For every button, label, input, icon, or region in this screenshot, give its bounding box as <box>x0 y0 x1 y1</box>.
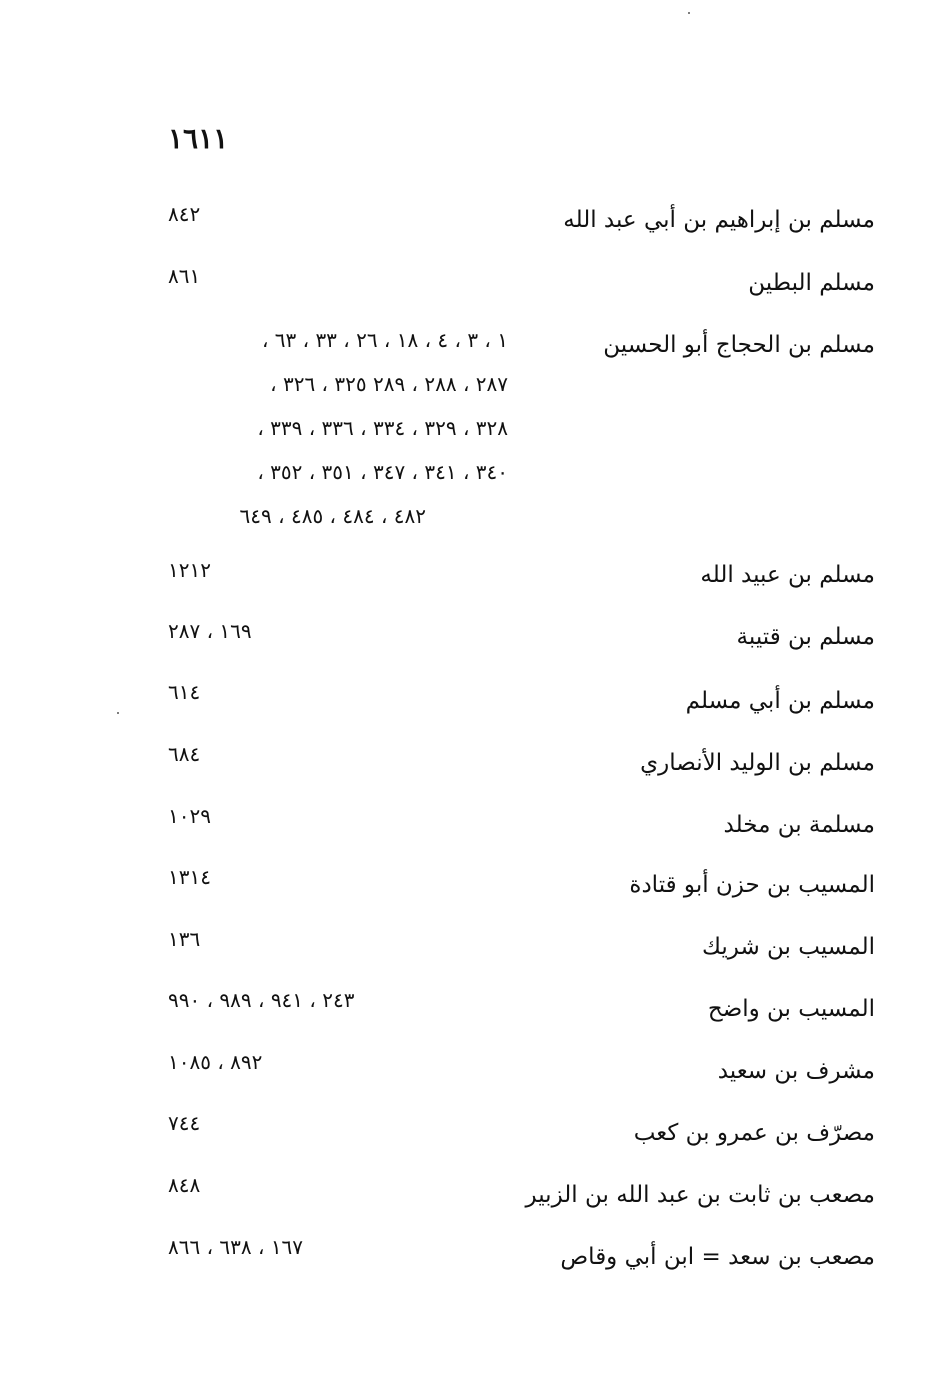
index-entry-pages <box>168 1225 303 1269</box>
index-entry-pages <box>168 609 252 653</box>
page-reference-line: ٢٤٣ ، ٩٤١ ، ٩٨٩ ، ٩٩٠ <box>168 988 355 1012</box>
page-reference-line: ٨٦١ <box>168 264 201 288</box>
index-entry-name: مسلم بن أبي مسلم <box>685 688 875 714</box>
index-entry-pages <box>168 978 354 1022</box>
index-entry-name: مصرّف بن عمرو بن كعب <box>633 1120 875 1146</box>
page-reference-line: ٨٩٢ ، ١٠٨٥ <box>168 1050 263 1074</box>
index-entry-pages <box>168 1163 200 1207</box>
index-entry-pages <box>168 548 211 592</box>
index-entry-name: مصعب بن ثابت بن عبد الله بن الزبير <box>525 1182 875 1208</box>
page-reference-line: ٦١٤ <box>168 680 201 704</box>
index-entry-pages <box>168 732 200 776</box>
page-reference-line: ٨٤٢ <box>168 202 201 226</box>
page-reference-line: ٣٢٨ ، ٣٢٩ ، ٣٣٤ ، ٣٣٦ ، ٣٣٩ ، <box>257 416 508 440</box>
page-reference-line: ٨٤٨ <box>168 1173 201 1197</box>
index-entry-name: مسلم بن إبراهيم بن أبي عبد الله <box>563 207 875 233</box>
index-entry-name: مسلم بن عبيد الله <box>700 562 875 588</box>
index-entry-name: مصعب بن سعد = ابن أبي وقاص <box>560 1244 875 1270</box>
page-reference-line: ١ ، ٣ ، ٤ ، ١٨ ، ٢٦ ، ٣٣ ، ٦٣ ، <box>261 328 508 352</box>
page-reference-line: ١٣٦ <box>168 927 201 951</box>
page-reference-line: ١٠٢٩ <box>168 804 211 828</box>
index-entry-pages <box>168 1101 200 1145</box>
page-reference-line: ١٣١٤ <box>168 865 211 889</box>
index-entry-name: مسلم بن الحجاج أبو الحسين <box>603 332 875 358</box>
index-entry-pages <box>168 917 200 961</box>
index-entry-pages <box>168 855 211 899</box>
index-entry-name: مشرف بن سعيد <box>717 1058 875 1084</box>
page-reference-line: ٤٨٢ ، ٤٨٤ ، ٤٨٥ ، ٦٤٩ <box>239 504 426 528</box>
index-entry-pages <box>168 254 200 298</box>
index-entry-name: مسلم البطين <box>748 270 875 296</box>
index-entry-name: مسلمة بن مخلد <box>723 812 875 838</box>
index-entry-name: المسيب بن حزن أبو قتادة <box>629 872 875 898</box>
index-entry-name: مسلم بن قتيبة <box>736 624 875 650</box>
page-reference-line: ١٦٩ ، ٢٨٧ <box>168 619 252 643</box>
index-entry-name: المسيب بن شريك <box>701 934 875 960</box>
index-entry-pages <box>168 794 211 838</box>
index-entry-pages <box>168 1040 262 1084</box>
index-entry-pages <box>168 670 200 714</box>
index-entry-pages <box>168 192 200 236</box>
page-reference-line: ١٢١٢ <box>168 558 211 582</box>
scan-speck <box>117 712 119 714</box>
page-reference-line: ١٦٧ ، ٦٣٨ ، ٨٦٦ <box>168 1235 304 1259</box>
index-entry-name: المسيب بن واضح <box>707 996 875 1022</box>
page-reference-line: ٧٤٤ <box>168 1111 201 1135</box>
index-entry-pages <box>168 318 508 538</box>
scan-speck <box>688 12 690 14</box>
page-reference-line: ٣٤٠ ، ٣٤١ ، ٣٤٧ ، ٣٥١ ، ٣٥٢ ، <box>257 460 508 484</box>
page-reference-line: ٢٨٧ ، ٢٨٨ ، ٢٨٩ ٣٢٥ ، ٣٢٦ ، <box>270 372 508 396</box>
index-entry-name: مسلم بن الوليد الأنصاري <box>640 750 875 776</box>
page-number: ١٦١١ <box>168 122 229 155</box>
page-reference-line: ٦٨٤ <box>168 742 201 766</box>
